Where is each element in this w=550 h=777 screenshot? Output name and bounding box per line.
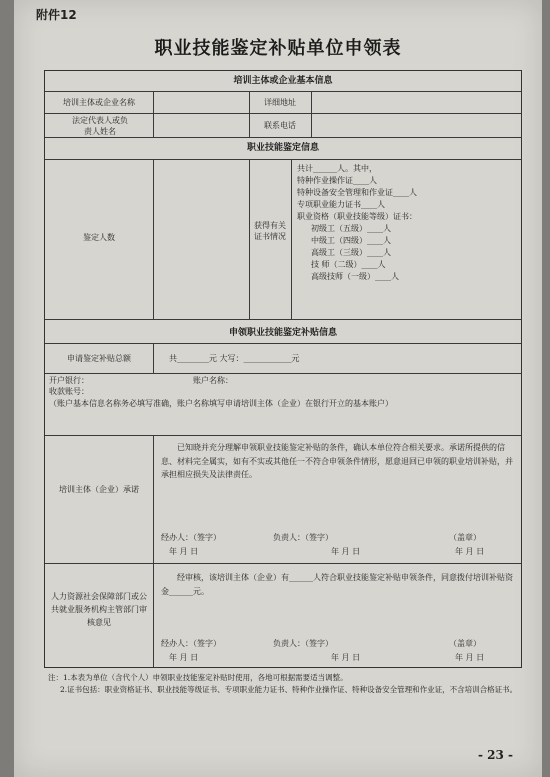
appraisal-count-field[interactable] [155,161,247,317]
attachment-label: 附件12 [36,8,77,22]
review-date-2: 年 月 日 [331,653,361,662]
commitment-date-1: 年 月 日 [169,547,199,556]
cert-line: 专项职业能力证书____人 [297,200,385,209]
certificate-detail [297,163,517,283]
cert-line: 中级工（四级）____人 [311,236,391,245]
subsidy-amount-label: 申请鉴定补贴总额 [67,354,131,363]
cert-line: 职业资格（职业技能等级）证书： [297,212,417,221]
cert-line: 高级技师（一级）____人 [311,272,399,281]
review-leader-sign[interactable]: 负责人：（签字） [273,639,333,648]
certificate-label: 获得有关证书情况 [254,221,286,241]
subsidy-amount-field[interactable]: 共________元 大写：____________元 [169,354,300,363]
section-header-basic-info: 培训主体或企业基本信息 [233,76,333,86]
section-header-appraisal-info: 职业技能鉴定信息 [246,143,319,153]
commitment-handler-sign[interactable]: 经办人：（签字） [161,533,221,542]
review-handler-sign[interactable]: 经办人：（签字） [161,639,221,648]
cert-line: 初级工（五级）____人 [311,224,391,233]
appraisal-count-label: 鉴定人数 [83,233,115,242]
footnotes [48,672,518,696]
cert-line: 高级工（三级）____人 [311,248,391,257]
commitment-label: 培训主体（企业）承诺 [59,485,139,494]
bank-note: （账户基本信息名称务必填写准确，账户名称填写申请培训主体（企业）在银行开立的基本账户） [49,399,393,408]
cert-line: 共计______人。其中， [297,164,377,173]
review-date-1: 年 月 日 [169,653,199,662]
address-field[interactable] [313,93,519,111]
cert-line: 特种设备安全管理和作业证____人 [297,188,417,197]
form-table [44,70,522,668]
commitment-leader-sign[interactable]: 负责人：（签字） [273,533,333,542]
review-seal[interactable]: （盖章） [449,639,481,648]
review-label: 人力资源社会保障部门或公共就业服务机构主管部门审核意见 [51,592,147,627]
cert-line: 技 师（二级）____人 [311,260,386,269]
commitment-text: 已知晓并充分理解申领职业技能鉴定补贴的条件，确认本单位符合相关要求。承诺所提供的信息、材料完全属实，如有不实或其他任一不符合申领条件情形，愿意退回已申领的职业培训补贴，并承担相应损失及法律责任。 [161,443,513,480]
legal-rep-label: 法定代表人或负责人姓名 [72,116,128,136]
phone-label: 联系电话 [264,121,296,130]
review-date-3: 年 月 日 [455,653,485,662]
commitment-date-2: 年 月 日 [331,547,361,556]
page-number: - 23 - [478,748,514,762]
review-text: 经审核，该培训主体（企业）有______人符合职业技能鉴定补贴申领条件，同意拨付培训补贴资金______元。 [161,573,513,596]
document-page [14,0,542,777]
legal-rep-field[interactable] [155,115,247,135]
account-number-label[interactable]: 收款账号： [49,387,89,396]
org-name-field[interactable] [155,93,247,111]
org-name-label: 培训主体或企业名称 [63,98,135,107]
footnote-1: 注：1.本表为单位（含代个人）申领职业技能鉴定补贴时使用，各地可根据需要适当调整。 [48,673,348,682]
cert-line: 特种作业操作证____人 [297,176,377,185]
form-title: 职业技能鉴定补贴单位申领表 [154,38,402,59]
account-name-label[interactable]: 账户名称： [193,376,233,385]
commitment-seal[interactable]: （盖章） [449,533,481,542]
section-header-subsidy-info: 申领职业技能鉴定补贴信息 [228,328,337,338]
address-label: 详细地址 [264,98,296,107]
footnote-2: 2.证书包括：职业资格证书、职业技能等级证书、专项职业能力证书、特种作业操作证、特种设备安全管理和作业证，不含培训合格证书。 [60,685,518,694]
commitment-date-3: 年 月 日 [455,547,485,556]
phone-field[interactable] [313,115,519,135]
bank-label[interactable]: 开户银行： [49,376,89,385]
